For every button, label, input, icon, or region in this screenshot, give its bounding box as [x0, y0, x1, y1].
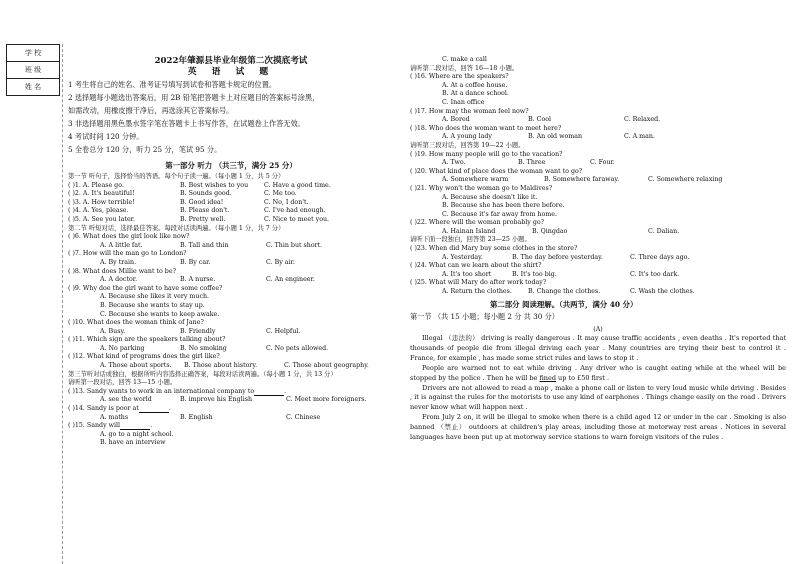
option: C. make a call [442, 56, 487, 63]
sub-heading: 请听第二段对话，回答 16—18 小题。 [410, 64, 519, 72]
instruction-line: 1 考生将自己的姓名、准考证号填写到试卷和答题卡规定的位置。 [68, 80, 277, 89]
student-info-box [6, 44, 60, 96]
options-row: A. A little fat. B. Tall and thin C. Thin but short. [100, 241, 323, 249]
options-row: A. A doctor. B. A nurse. C. An engineer. [100, 276, 315, 284]
question: ( )21. Why won't the woman go to Maldives? [410, 184, 553, 192]
option: C. Because she wants to keep awake. [100, 310, 220, 318]
question: ( )16. Where are the speakers? [410, 73, 509, 81]
passage-paragraph: From July 2 on, it will be illegal to smoke when there is a child aged 12 or under in the car . Smoking is also banned （禁止） outdoors at children's play areas, including those at motorway rest areas . Notices in several languages have been put up at motorway service stations to warn foreign visitors of the rules . [410, 413, 786, 441]
part1-heading: 第一部分 听力 （共三节，满分 25 分） [165, 161, 297, 170]
options-row: A. It's too short B. It's too big. C. It's too dark. [442, 270, 680, 278]
option: A. At a coffee house. [442, 81, 508, 89]
answer-blank [139, 406, 169, 413]
passage-paragraph: Drivers are not allowed to read a map , make a phone call or listen to very loud music while driving . Besides , it is against the rules for the motorists to use any kind of earphones . Things change easily on the road . Drivers never know what will happen next . [410, 383, 786, 412]
subject-title: 英 语 试 题 [187, 67, 275, 77]
question: ( )18. Who does the woman want to meet here? [410, 124, 562, 132]
options-row: A. Hainan Island B. Qingdao C. Dalian. [442, 227, 680, 235]
options-row: A. see the world B. improve his English C. Meet more foreigners. [100, 396, 367, 404]
option: A. Because she doesn't like it. [442, 193, 538, 201]
question: ( )24. What can we learn about the shirt? [410, 262, 542, 270]
exam-title: 2022年肇源县毕业年级第二次摸底考试 [154, 56, 308, 66]
instruction-line: 4 考试时间 120 分钟。 [68, 132, 144, 141]
question: ( )19. How many people will go to the vacation? [410, 150, 563, 158]
question-row: ( )3. A. How terrible! B. Good idea! C. No, I don't. [68, 198, 309, 206]
option: A. Because she likes it very much. [100, 293, 210, 301]
question: ( )25. What will Mary do after work today? [410, 279, 547, 287]
instruction-line: 5 全卷总分 120 分，听力 25 分，笔试 95 分。 [68, 145, 222, 154]
option: B. Because she wants to stay up. [100, 301, 205, 309]
section2-heading: 第二节 听短对话，选择最佳答案。每段对话读两遍。（每小题 1 分，共 7 分） [68, 224, 285, 232]
section2-items [68, 233, 394, 371]
question: ( )22. Where will the woman probably go? [410, 219, 545, 227]
passage-paragraph: Illegal （违法的） driving is really dangerous . It may cause traffic accidents , even deaths . It's reported that thousands of people die from illegal driving each year . Many countries are trying their best to control it . France, for example , has made some strict rules and laws to stop it . [410, 334, 786, 362]
fold-line [62, 44, 64, 564]
question: ( )20. What kind of place does the woman want to go? [410, 167, 583, 175]
option: B. At a dance school. [442, 90, 509, 98]
options-row: A. Two. B. Three C. Four. [442, 159, 615, 167]
options-row: A. No parking B. No smoking C. No pets allowed. [100, 344, 329, 352]
question-row: ( )2. A. It's beautiful! B. Sounds good. C. Me too. [68, 190, 297, 198]
section3-heading: 第三节听对话或独白，根据所听内容选择正确答案，每段对话读两遍。（每小题 1 分，共 13 分） [68, 370, 337, 378]
options-row: A. Return the clothes. B. Change the clothes. C. Wash the clothes. [442, 288, 695, 296]
options-row: A. Those about sports. B. Those about history. C. Those about geography. [100, 362, 369, 370]
question: ( )23. When did Mary buy some clothes in the store? [410, 245, 578, 253]
name-field[interactable]: 姓 名 [7, 79, 60, 96]
question: ( )6. What does the girl look like now? [68, 233, 190, 241]
left-column [68, 56, 394, 448]
section1-heading: 第一节 听句子，选择恰当的答语。每个句子读一遍。（每小题 1 分，共 5 分） [68, 173, 285, 180]
option: A. go to a night school. [100, 430, 174, 438]
sub-heading: 请听第三段对话，回答第 19—22 小题。 [410, 141, 525, 149]
options-row: A. Somewhere warm B. Somewhere faraway. C. Somewhere relaxing [442, 176, 723, 184]
question: ( )8. What does Millie want to be? [68, 267, 176, 275]
options-row: A. Busy. B. Friendly C. Helpful. [100, 327, 301, 335]
class-field[interactable]: 班 级 [7, 62, 60, 79]
instructions [68, 80, 394, 158]
question: ( )7. How will the man go to London? [68, 250, 187, 258]
underlined-word: fined [539, 373, 556, 382]
question: ( )15. Sandy will . [68, 422, 153, 430]
question: ( )14. Sandy is poor at . [68, 405, 171, 413]
options-row: A. Yesterday. B. The day before yesterday. C. Three days ago. [442, 253, 690, 261]
sub-heading: 请听下面一段独白，回答第 23—25 小题。 [410, 236, 531, 244]
answer-blank [120, 423, 150, 430]
options-row: A. Bored B. Cool C. Relaxed. [442, 116, 661, 124]
question: ( )13. Sandy wants to work in an international company to . [68, 387, 287, 395]
section3-sub-heading: 请听第一段对话，回答 13—15 小题。 [68, 379, 177, 387]
option: C. Inan office [442, 98, 485, 106]
option: B. Because she has been there before. [442, 202, 565, 210]
question-row: ( )1. A. Please go. B. Best wishes to you C. Have a good time. [68, 181, 331, 189]
option: C. Because it's far away from home. [442, 210, 557, 218]
question-row: ( )5. A. See you later. B. Pretty well. C. Nice to meet you. [68, 215, 330, 223]
passage-label: (A) [593, 325, 603, 333]
instruction-line: 如需改动，用橡皮擦干净后，再选涂其它答案标号。 [68, 106, 234, 115]
right-column [410, 56, 786, 443]
options-row: A. By train. B. By car. C. By air. [100, 258, 295, 266]
question-row: ( )4. A. Yes, please. B. Please don't. C. I've had enough. [68, 207, 326, 215]
question: ( )17. How may the woman feel now? [410, 107, 529, 115]
instruction-line: 2 选择题每小题选出答案后，用 2B 铅笔把答题卡上对应题目的答案标号涂黑， [68, 93, 320, 102]
section1-items [68, 182, 394, 225]
question: ( )12. What kind of programs does the girl like? [68, 353, 220, 361]
reading-section1-heading: 第一节 （共 15 小题；每小题 2 分 共 30 分） [410, 311, 559, 321]
instruction-line: 3 非选择题用黑色墨水签字笔在答题卡上书写作答，在试题卷上作答无效。 [68, 119, 305, 128]
passage-paragraph: People are warned not to eat while driving . Any driver who is caught eating while at the wheel will be stopped by the police . Then he will be fined up to £50 first . [410, 363, 786, 382]
options-row: A. A young lady B. An old woman C. A man. [442, 133, 655, 141]
reading-passage [410, 334, 786, 443]
question: ( )10. What does the woman think of Jane? [68, 319, 204, 327]
answer-blank [254, 389, 284, 396]
part2-heading: 第二部分 阅读理解。（共两节，满分 40 分） [490, 299, 638, 309]
question: ( )11. Which sign are the speakers talking about? [68, 336, 226, 344]
question: ( )9. Why doe the girl want to have some coffee? [68, 284, 223, 292]
school-field[interactable]: 学 校 [7, 45, 60, 62]
options-row: A. maths B. English C. Chinese [100, 413, 321, 421]
option: B. have an interview [100, 439, 166, 447]
